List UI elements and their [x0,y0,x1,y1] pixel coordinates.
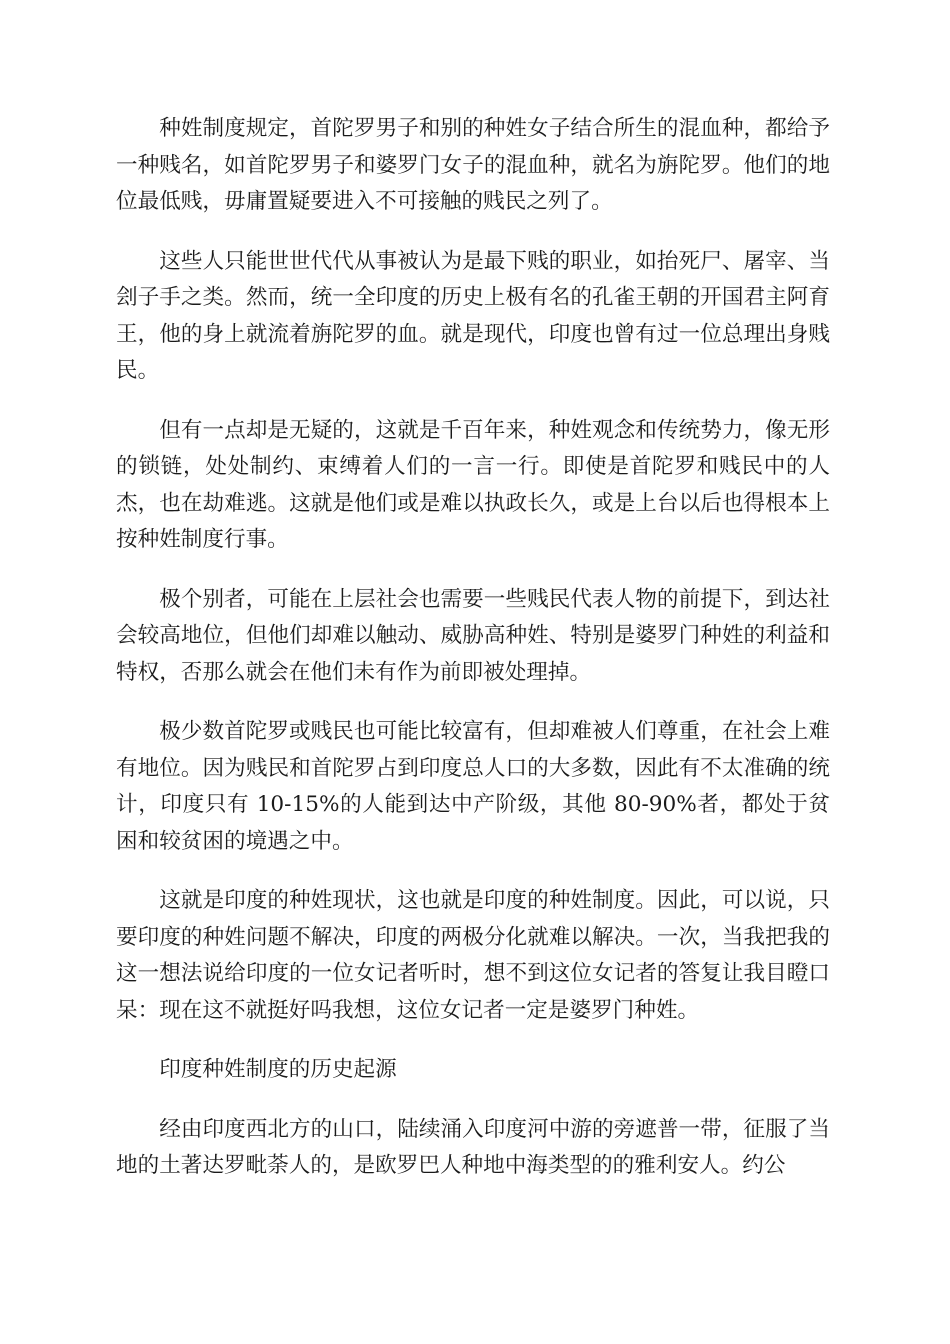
document-body [116,111,830,1208]
paragraph-rare-exceptions: 极个别者，可能在上层社会也需要一些贱民代表人物的前提下，到达社会较高地位，但他们却难以触动、威胁高种姓、特别是婆罗门种姓的利益和特权，否那么就会在他们未有作为前即被处理掉。 [116,586,830,685]
paragraph-mixed-caste-names: 种姓制度规定，首陀罗男子和别的种姓女子结合所生的混血种，都给予一种贱名，如首陀罗男子和婆罗门女子的混血种，就名为旃陀罗。他们的地位最低贱，毋庸置疑要进入不可接触的贱民之列了。 [116,116,830,214]
paragraph-current-situation: 这就是印度的种姓现状，这也就是印度的种姓制度。因此，可以说，只要印度的种姓问题不解决，印度的两极分化就难以解决。一次，当我把我的这一想法说给印度的一位女记者听时，想不到这位女记者的答复让我目瞪口呆：现在这不就挺好吗我想，这位女记者一定是婆罗门种姓。 [116,888,830,1023]
paragraph-wealth-and-status: 极少数首陀罗或贱民也可能比较富有，但却难被人们尊重，在社会上难有地位。因为贱民和首陀罗占到印度总人口的大多数，因此有不太准确的统计，印度只有 10-15%的人能到达中产阶级，其他 80-90%者，都处于贫困和较贫困的境遇之中。 [116,719,830,854]
section-heading-historical-origins: 印度种姓制度的历史起源 [159,1057,397,1082]
paragraph-caste-constraints: 但有一点却是无疑的，这就是千百年来，种姓观念和传统势力，像无形的锁链，处处制约、束缚着人们的一言一行。即使是首陀罗和贱民中的人杰，也在劫难逃。这就是他们或是难以执政长久，或是上台以后也得根本上按种姓制度行事。 [116,417,830,552]
paragraph-lowly-occupations: 这些人只能世世代代从事被认为是最下贱的职业，如抬死尸、屠宰、当刽子手之类。然而，统一全印度的历史上极有名的孔雀王朝的开国君主阿育王，他的身上就流着旃陀罗的血。就是现代，印度也曾有过一位总理出身贱民。 [116,248,830,383]
paragraph-aryan-arrival: 经由印度西北方的山口，陆续涌入印度河中游的旁遮普一带，征服了当地的土著达罗毗荼人的，是欧罗巴人种地中海类型的的雅利安人。约公 [116,1116,830,1178]
